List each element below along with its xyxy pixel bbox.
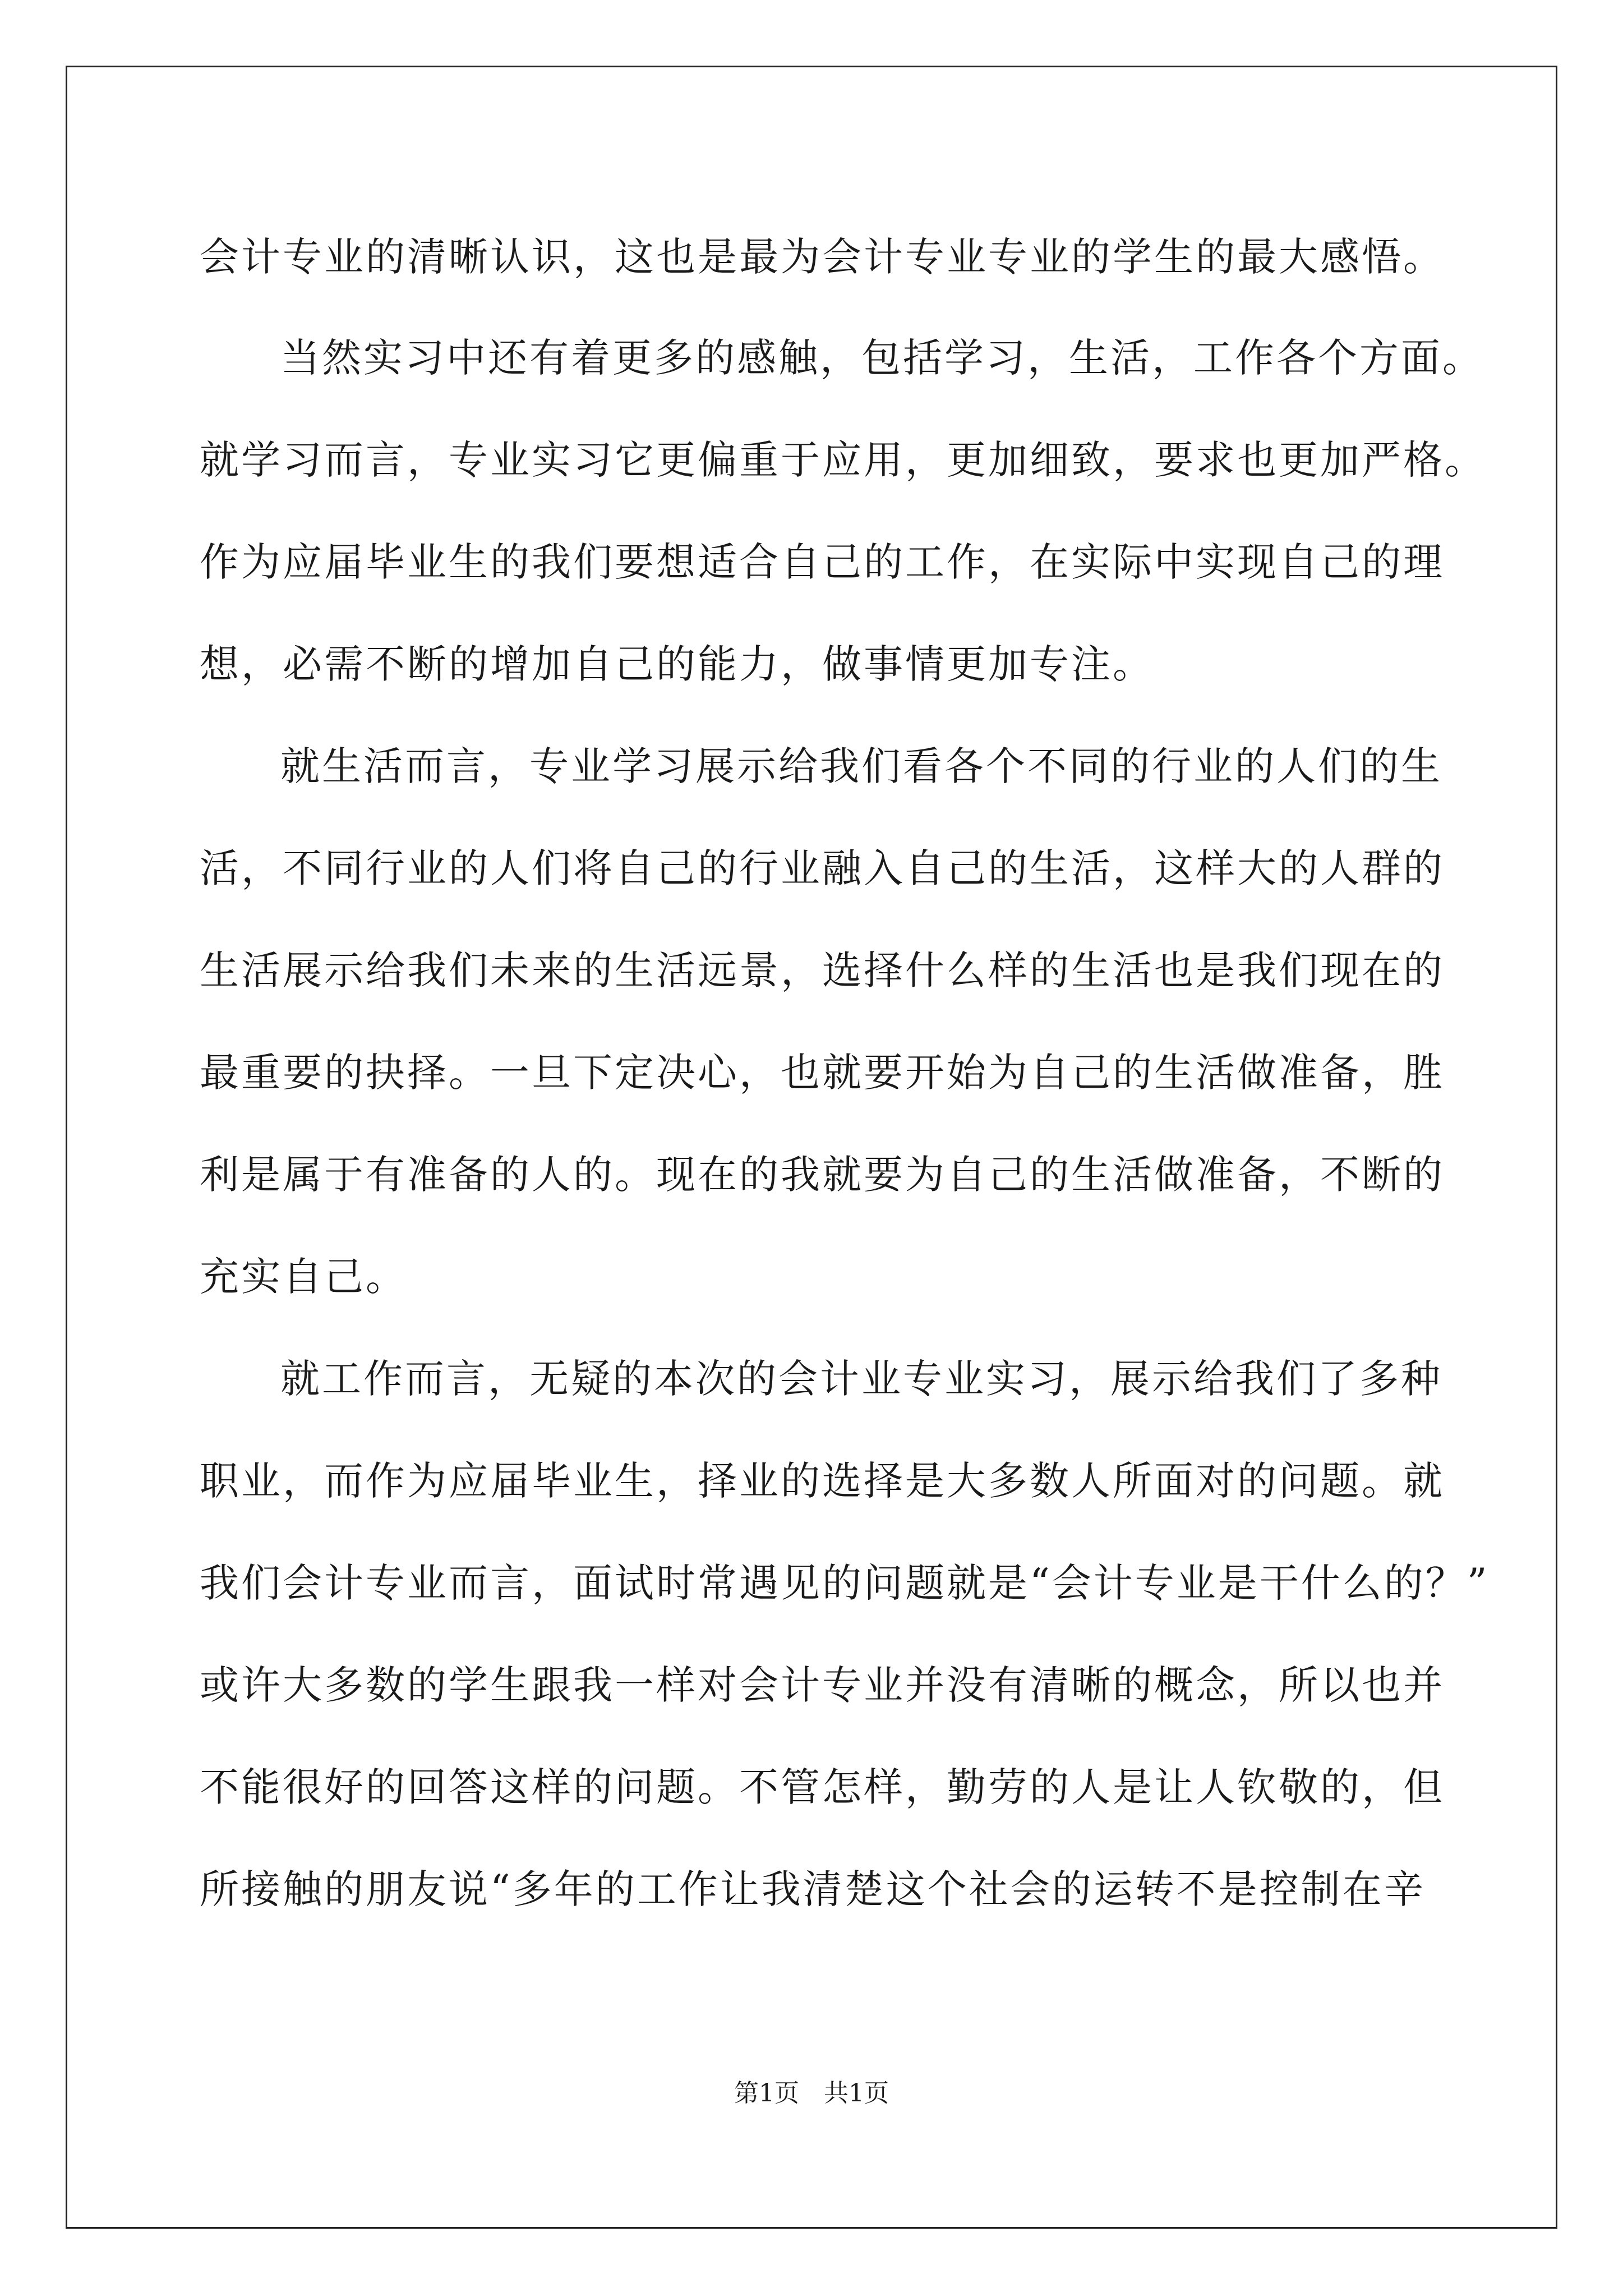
text-line: 会计专业的清晰认识，这也是最为会计专业专业的学生的最大感悟。 [200,234,1445,280]
text-line: 或许大多数的学生跟我一样对会计专业并没有清晰的概念，所以也并 [200,1662,1445,1708]
text-line: 想，必需不断的增加自己的能力，做事情更加专注。 [200,641,1154,687]
text-line: 我们会计专业而言，面试时常遇见的问题就是“会计专业是干什么的？” [200,1560,1490,1606]
page-total: 共1页 [824,2079,889,2108]
text-line: 就工作而言，无疑的本次的会计业专业实习，展示给我们了多种 [280,1356,1442,1402]
text-line: 生活展示给我们未来的生活远景，选择什么样的生活也是我们现在的 [200,947,1445,993]
text-line: 不能很好的回答这样的问题。不管怎样，勤劳的人是让人钦敬的，但 [200,1764,1445,1810]
text-line: 最重要的抉择。一旦下定决心，也就要开始为自己的生活做准备，胜 [200,1050,1445,1096]
page-footer [0,2078,1623,2109]
text-line: 利是属于有准备的人的。现在的我就要为自己的生活做准备，不断的 [200,1152,1445,1198]
page-number: 第1页 [734,2079,799,2108]
text-line: 当然实习中还有着更多的感触，包括学习，生活，工作各个方面。 [280,335,1484,381]
text-line: 作为应届毕业生的我们要想适合自己的工作，在实际中实现自己的理 [200,539,1445,585]
text-line: 职业，而作为应届毕业生，择业的选择是大多数人所面对的问题。就 [200,1458,1445,1504]
text-line: 充实自己。 [200,1254,407,1300]
text-line: 就学习而言，专业实习它更偏重于应用，更加细致，要求也更加严格。 [200,437,1486,483]
text-line: 活，不同行业的人们将自己的行业融入自己的生活，这样大的人群的 [200,845,1445,891]
text-line: 所接触的朋友说“多年的工作让我清楚这个社会的运转不是控制在辛 [200,1866,1426,1912]
text-line: 就生活而言，专业学习展示给我们看各个不同的行业的人们的生 [280,743,1442,789]
